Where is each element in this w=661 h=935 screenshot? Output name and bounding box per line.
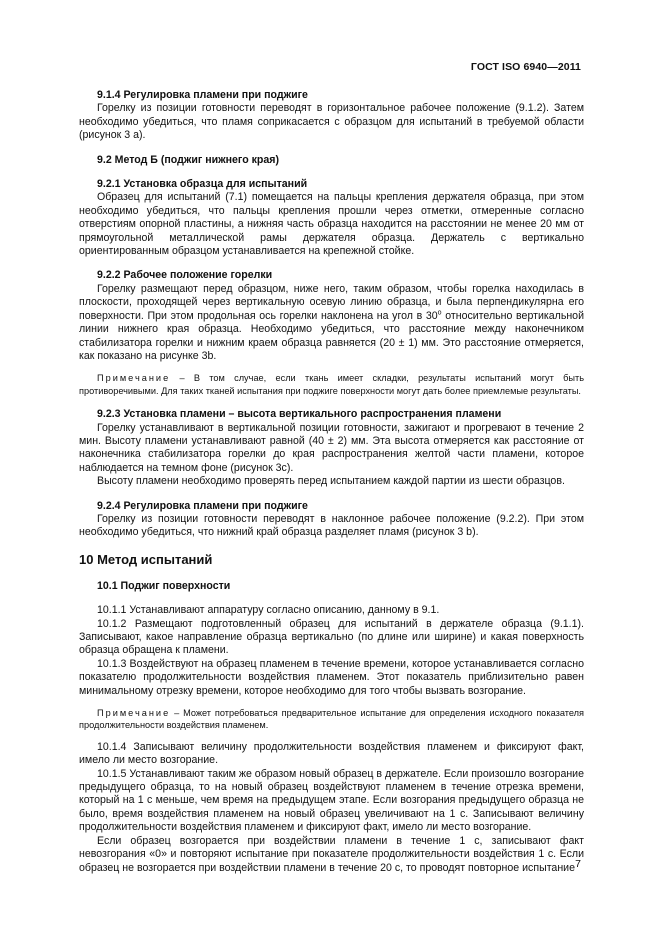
document-header: ГОСТ ISO 6940—2011 — [470, 61, 581, 73]
paragraph: Высоту пламени необходимо проверять перед испытанием каждой партии из шести образцов. — [97, 475, 565, 488]
paragraph-10-1-4: 10.1.4 Записывают величину продолжительности воздействия пламенем и фиксируют факт, имело ли место возгорание. — [79, 740, 584, 767]
note — [79, 372, 584, 397]
paragraph: Образец для испытаний (7.1) помещается на пальцы крепления держателя образца, при этом необходимо убедиться, что пальцы крепления прошли через отметки, отмеренные согласно отверстиям опорной пластины, а нижняя часть образца находится на расстоянии не менее 20 мм от прямоугольной металлической рамы держателя образца. Держатель с вертикально ориентированным образцом устанавливается на крепежной стойке. — [79, 191, 584, 258]
page-number: 7 — [575, 858, 581, 870]
paragraph-10-1-1: 10.1.1 Устанавливают аппаратуру согласно описанию, данному в 9.1. — [97, 604, 440, 617]
paragraph: Горелку из позиции готовности переводят в горизонтальное рабочее положение (9.1.2). Затем необходимо убедиться, что пламя соприкасается с образцом для испытаний в требуемой области (рисунок 3 а). — [79, 102, 584, 142]
section-title-9-2: 9.2 Метод Б (поджиг нижнего края) — [97, 153, 279, 166]
paragraph — [79, 283, 584, 363]
paragraph: Если образец возгорается при воздействии пламени в течение 1 с, записывают факт невозгорания «0» и повторяют испытание при показателе продолжительности воздействия 1 с. Если образец не возгорается при воздействии пламени в течение 20 с, то проводят повторное испытание — [79, 834, 584, 874]
note-text: – В том случае, если ткань имеет складки, результаты испытаний могут быть противоречивыми. Для таких тканей испытания при поджиге поверхности могут дать более приемлемые результаты. — [79, 373, 584, 396]
note-text: – Может потребоваться предварительное испытание для определения исходного показателя продолжительности воздействия пламенем. — [79, 708, 584, 731]
section-title-10: 10 Метод испытаний — [79, 551, 213, 567]
text-run: относительно вертикальной линии нижнего края образца. Необходимо убедиться, что расстояние между наконечником стабилизатора горелки и нижним краем образца равняется (20 ± 1) мм. Это расстояние отмеряется, как показано на рисунке 3b. — [79, 309, 584, 362]
section-title-9-2-1: 9.2.1 Установка образца для испытаний — [97, 178, 308, 191]
paragraph-10-1-5: 10.1.5 Устанавливают таким же образом новый образец в держателе. Если произошло возгорание предыдущего образца, то на новый образец воздействуют пламенем в течение отрезка времени, который на 1 с меньше, чем время на предыдущем этапе. Если возгорания предыдущего образца не было, время воздействия пламенем на новый образец увеличивают на 1 с. Записывают величину продолжительности воздействия пламенем и фиксируют факт, имело ли место возгорание. — [79, 767, 584, 834]
paragraph-10-1-2: 10.1.2 Размещают подготовленный образец для испытаний в держателе образца (9.1.1). Записывают, какое направление образца вертикально (по длине или ширине) и какая поверхность образца обращена к пламени. — [79, 617, 584, 657]
text-run: Горелку размещают перед образцом, ниже него, таким образом, чтобы горелка находилась в плоскости, проходящей через вертикальную осевую линию образца, и была перпендикулярна его поверхности. При этом продольная ось горелки наклонена на угол в 30 — [79, 282, 584, 322]
document-body — [79, 89, 584, 875]
section-title-9-1-4: 9.1.4 Регулировка пламени при поджиге — [97, 89, 308, 101]
section-title-9-2-2: 9.2.2 Рабочее положение горелки — [97, 269, 273, 282]
note-lead: Примечание — [97, 708, 171, 719]
section-title-9-2-3: 9.2.3 Установка пламени – высота вертикального распространения пламени — [97, 408, 502, 421]
note — [79, 707, 584, 732]
paragraph: Горелку из позиции готовности переводят в наклонное рабочее положение (9.2.2). При этом необходимо убедиться, что нижний край образца разделяет пламя (рисунок 3 b). — [79, 512, 584, 539]
note-lead: Примечание — [97, 373, 171, 384]
paragraph-10-1-3: 10.1.3 Воздействуют на образец пламенем в течение времени, которое устанавливается согласно показателю продолжительности воздействия пламенем. Этот показатель приблизительно равен минимальному отрезку времени, которое необходимо для того чтобы вызвать возгорание. — [79, 657, 584, 697]
degree-mark: о — [437, 309, 442, 317]
section-title-10-1: 10.1 Поджиг поверхности — [97, 579, 231, 592]
paragraph: Горелку устанавливают в вертикальной позиции готовности, зажигают и прогревают в течение 2 мин. Высоту пламени устанавливают равной (40 ± 2) мм. Эта высота отмеряется как расстояние от наконечника стабилизатора горелки до края распространения желтой части пламени, которое наблюдается на темном фоне (рисунок 3с). — [79, 421, 584, 474]
section-title-9-2-4: 9.2.4 Регулировка пламени при поджиге — [97, 499, 308, 512]
